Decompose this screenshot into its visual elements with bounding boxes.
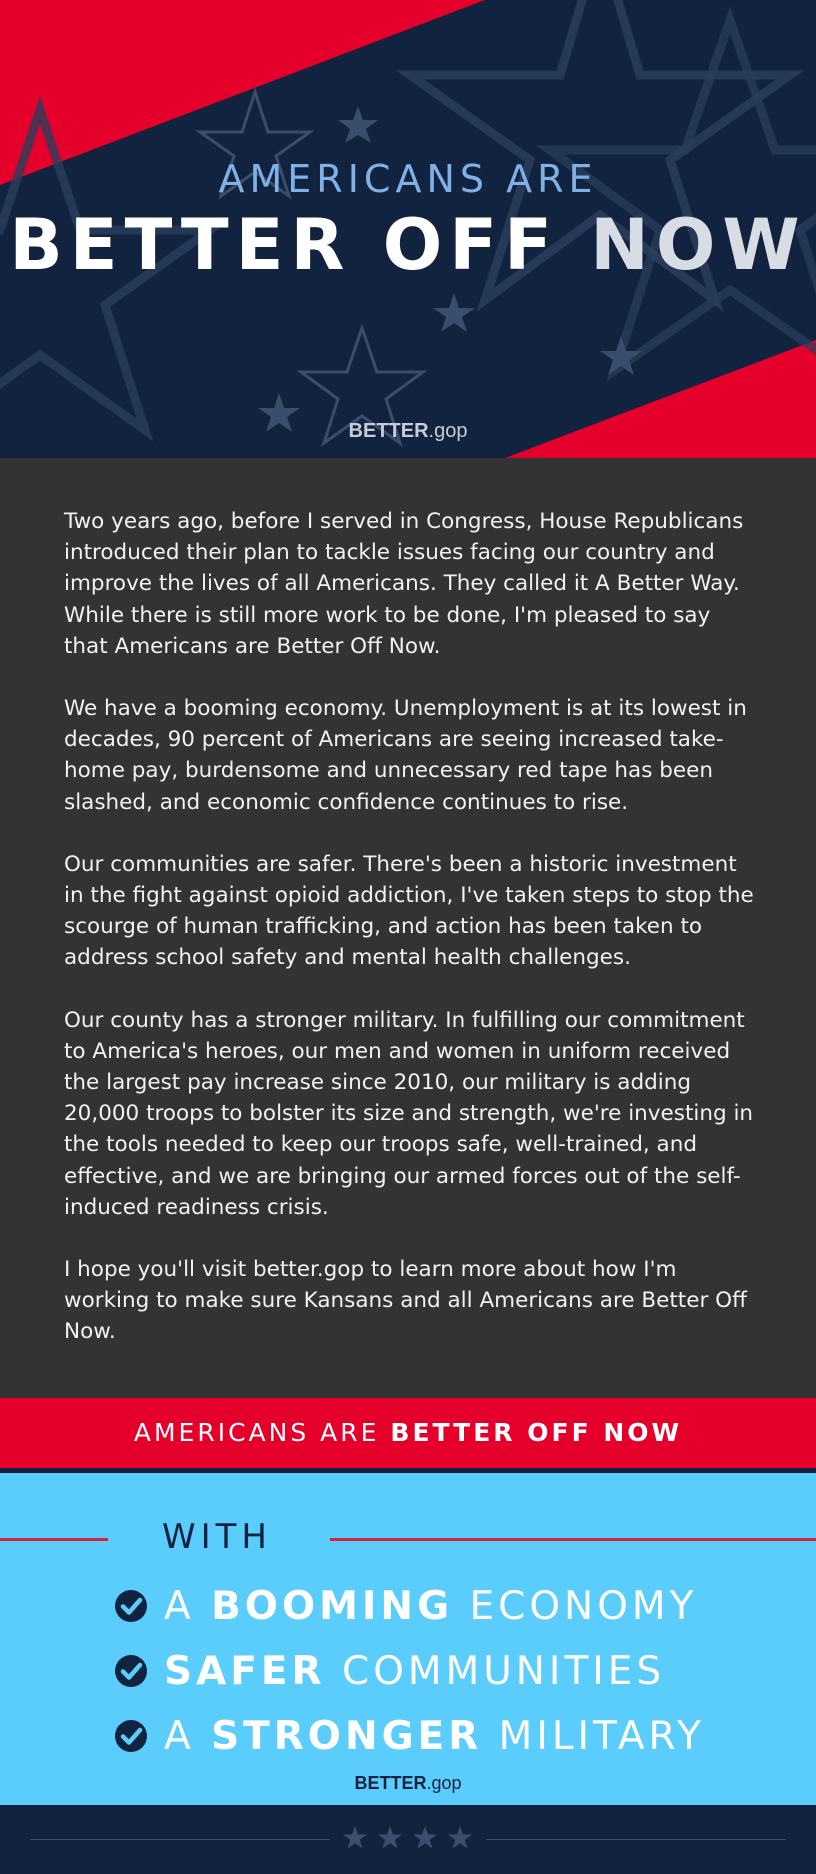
bullet-pre: A — [164, 1713, 212, 1759]
star-icon — [448, 1826, 472, 1849]
bullet-bold: STRONGER — [211, 1713, 483, 1759]
better-gop-logo[interactable] — [0, 420, 816, 443]
bullet-post: COMMUNITIES — [325, 1648, 666, 1694]
check-circle-icon — [114, 1719, 148, 1753]
bullet-item — [114, 1711, 705, 1761]
divider-line — [330, 1538, 816, 1541]
letter-paragraph: We have a booming economy. Unemployment is at its lowest in decades, 90 percent of Americans are seeing increased take-home pay, burdensome and unnecessary red tape has been slashed, and economic confidence continues to rise. — [64, 696, 747, 815]
bullet-text — [164, 1649, 665, 1694]
with-heading: WITH — [162, 1517, 272, 1557]
red-slogan-band — [0, 1398, 816, 1468]
with-panel — [0, 1473, 816, 1805]
logo-light: .gop — [428, 420, 468, 442]
bullet-bold: SAFER — [164, 1648, 326, 1694]
letter-paragraph: I hope you'll visit better.gop to learn more about how I'm working to make sure Kansans and all Americans are Better Off Now. — [64, 1257, 747, 1345]
hero-headline — [0, 204, 816, 286]
letter-paragraph: Our communities are safer. There's been a historic investment in the fight against opioid addiction, I've taken steps to stop the scourge of human trafficking, and action has been taken to address school safety and mental health challenges. — [64, 851, 754, 971]
star-icon — [413, 1826, 437, 1849]
check-circle-icon — [114, 1589, 148, 1623]
with-heading-row — [0, 1503, 816, 1557]
footer — [0, 1805, 816, 1874]
star-icon — [378, 1826, 402, 1849]
logo-bold: BETTER — [348, 420, 429, 442]
bullet-item — [114, 1581, 697, 1631]
letter-body — [0, 458, 816, 1398]
bullet-post: ECONOMY — [453, 1583, 698, 1629]
footer-rule — [30, 1839, 330, 1840]
bullet-text — [164, 1714, 705, 1759]
footer-rule — [486, 1839, 786, 1840]
letter-paragraph: Our county has a stronger military. In fulfilling our commitment to America's heroes, our men and women in uniform received the largest pay increase since 2010, our military is adding 20,000 troops to bolster its size and strength, we're investing in the tools needed to keep our troops safe, well-trained, and effective, and we are bringing our armed forces out of the self-induced readiness crisis. — [64, 1007, 754, 1220]
better-gop-logo[interactable] — [0, 1773, 816, 1794]
bullet-item — [114, 1646, 665, 1696]
headline-now: NOW — [590, 204, 807, 286]
bullet-bold: BOOMING — [211, 1583, 454, 1629]
bullet-pre: A — [164, 1583, 212, 1629]
bullet-text — [164, 1584, 697, 1629]
letter-paragraph: Two years ago, before I served in Congress, House Republicans introduced their plan to tackle issues facing our country and improve the lives of all Americans. They called it A Better Way. While there is still more work to be done, I'm pleased to say that Americans are Better Off Now. — [64, 509, 744, 659]
footer-stars — [340, 1823, 476, 1853]
headline-main: BETTER OFF — [9, 204, 591, 286]
bullet-post: MILITARY — [482, 1713, 705, 1759]
divider-line — [0, 1538, 108, 1541]
check-circle-icon — [114, 1654, 148, 1688]
logo-light: .gop — [426, 1773, 462, 1793]
star-icon — [343, 1826, 367, 1849]
band-light: AMERICANS ARE — [133, 1418, 391, 1447]
logo-bold: BETTER — [354, 1773, 427, 1793]
hero-kicker: AMERICANS ARE — [218, 157, 598, 201]
hero-banner — [0, 0, 816, 458]
band-bold: BETTER OFF NOW — [390, 1418, 683, 1447]
